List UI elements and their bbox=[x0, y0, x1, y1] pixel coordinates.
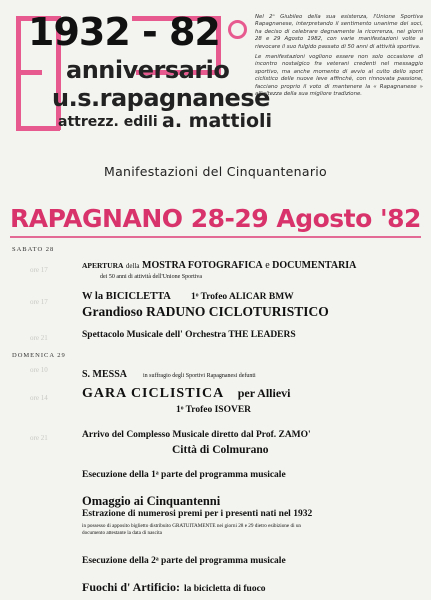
page-title: RAPAGNANO 28-29 Agosto '82 bbox=[10, 204, 421, 233]
event-mostra-della: della bbox=[125, 262, 140, 270]
event-estrazione-note-2: documento attestante la data di nascita bbox=[82, 530, 162, 536]
event-mostra bbox=[82, 260, 356, 271]
event-arrivo: Arrivo del Complesso Musicale diretto dal Prof. ZAMO' bbox=[82, 430, 311, 440]
logo-anniversario: anniversario bbox=[66, 56, 230, 84]
event-bicicletta-line bbox=[82, 291, 294, 302]
event-fuochi bbox=[82, 578, 266, 596]
event-raduno: Grandioso RADUNO CICLOTURISTICO bbox=[82, 304, 329, 319]
event-spettacolo: Spettacolo Musicale dell' Orchestra THE LEADERS bbox=[82, 330, 296, 340]
event-messa-sub: in suffragio degli Sportivi Rapagnanesi defunti bbox=[143, 373, 256, 379]
event-messa bbox=[82, 364, 256, 382]
event-fuochi-title: Fuochi d' Artificio: bbox=[82, 580, 180, 594]
logo-sponsor-label: attrezz. edili bbox=[58, 114, 158, 130]
logo-sponsor-name: a. mattioli bbox=[162, 110, 273, 132]
event-mostra-fotografica: MOSTRA FOTOGRAFICA bbox=[142, 260, 263, 271]
event-fuochi-sub: la bicicletta di fuoco bbox=[184, 584, 266, 594]
logo-bar-mid-left bbox=[16, 70, 42, 75]
day-saturday: SABATO 28 bbox=[12, 246, 55, 253]
event-mostra-apertura: APERTURA bbox=[82, 261, 124, 270]
event-mostra-documentaria: DOCUMENTARIA bbox=[272, 260, 357, 271]
event-colmurano: Città di Colmurano bbox=[172, 444, 269, 456]
time-1: ore 17 bbox=[30, 266, 48, 274]
intro-text bbox=[255, 14, 423, 101]
day-sunday: DOMENICA 29 bbox=[12, 352, 66, 359]
event-gara bbox=[82, 386, 290, 402]
logo-bar-bottom bbox=[16, 126, 60, 131]
intro-paragraph-1: Nel 2ᵒ Giubileo della sua esistenza, l'Unione Sportiva Rapagnanese, interpretando il sentimento unanime dei soci, ha deciso di celebrare degnamente la ricorrenza, nei giorni 28 e 29 Agosto 1982, con varie manifestazioni volte a rievocare il suo fulgido passato di 50 anni di attività sportiva. bbox=[255, 14, 423, 50]
logo-year: 1932 - 82 bbox=[28, 10, 220, 54]
event-omaggio: Omaggio ai Cinquantenni bbox=[82, 494, 221, 508]
intro-paragraph-2: Le manifestazioni vogliono essere non solo occasione di incontro nostalgico fra veterani credenti nel messaggio sportivo, ma anche momento di avvio al culto dello sport ciclistico delle nuove leve affinché, con rinnovata passione, facciano proprio il voto di mantenere la « Rapagnanese » all'altezza della sua migliore tradizione. bbox=[255, 54, 423, 98]
event-trofeo-isover: 1ᵒ Trofeo ISOVER bbox=[176, 405, 252, 415]
event-estrazione-note-1: in possesso di apposito biglietto distribuito GRATUITAMENTE nei giorni 28 e 29 dietro esibizione di un bbox=[82, 523, 302, 529]
title-divider bbox=[10, 236, 421, 238]
event-gara-allievi: per Allievi bbox=[237, 386, 291, 400]
time-5: ore 14 bbox=[30, 394, 48, 402]
logo-club-name: u.s.rapagnanese bbox=[52, 84, 270, 112]
event-esecuzione-1: Esecuzione della 1ᵃ parte del programma musicale bbox=[82, 470, 286, 480]
event-trofeo-alicar: 1ᵒ Trofeo ALICAR BMW bbox=[190, 292, 294, 302]
event-esecuzione-2: Esecuzione della 2ᵃ parte del programma musicale bbox=[82, 556, 286, 566]
event-gara-title: GARA CICLISTICA bbox=[82, 386, 225, 401]
time-6: ore 21 bbox=[30, 434, 48, 442]
time-3: ore 21 bbox=[30, 334, 48, 342]
anniversary-logo bbox=[16, 10, 273, 134]
time-2: ore 17 bbox=[30, 298, 48, 306]
event-messa-title: S. MESSA bbox=[82, 369, 128, 380]
event-mostra-sub: dei 50 anni di attività dell'Unione Sportiva bbox=[100, 274, 203, 280]
time-4: ore 10 bbox=[30, 366, 48, 374]
event-mostra-e: e bbox=[265, 260, 270, 271]
subtitle: Manifestazioni del Cinquantenario bbox=[103, 164, 328, 179]
degree-circle-icon bbox=[228, 20, 247, 39]
event-bicicletta: W la BICICLETTA bbox=[82, 291, 171, 302]
event-estrazione: Estrazione di numerosi premi per i presenti nati nel 1932 bbox=[82, 509, 313, 519]
